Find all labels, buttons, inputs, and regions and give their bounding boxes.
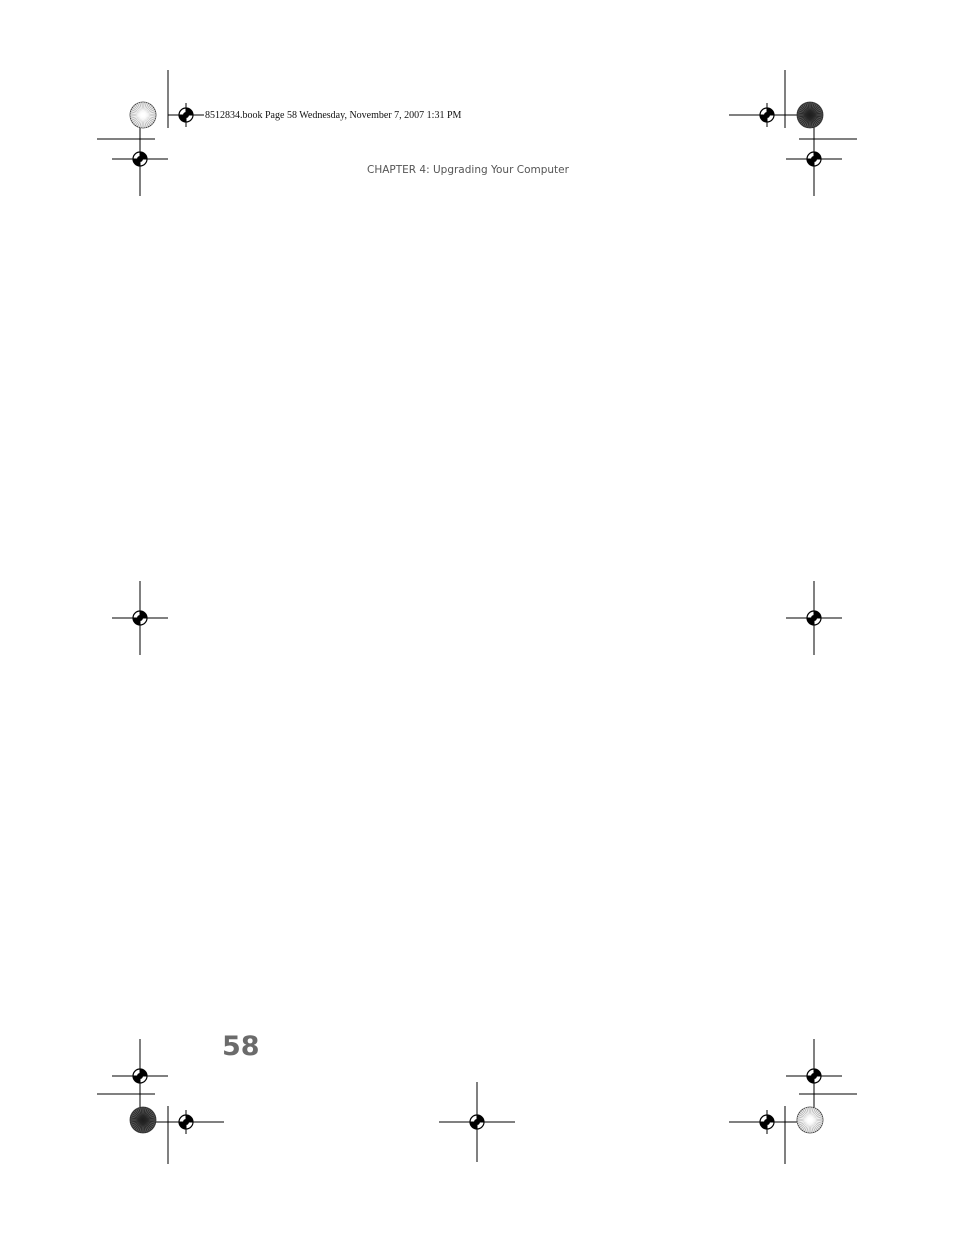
registration-target	[729, 1110, 805, 1134]
color-wheel	[130, 102, 156, 128]
registration-target	[729, 103, 805, 127]
color-wheel	[797, 102, 823, 128]
registration-target	[168, 103, 204, 127]
color-wheel	[130, 1107, 156, 1133]
page-number: 58	[222, 1031, 260, 1062]
registration-target	[112, 1039, 168, 1113]
registration-target	[148, 1110, 224, 1134]
running-head: CHAPTER 4: Upgrading Your Computer	[367, 164, 569, 176]
registration-target	[786, 122, 842, 196]
registration-target	[786, 1039, 842, 1113]
color-wheel	[797, 1107, 823, 1133]
print-slug-line: 8512834.book Page 58 Wednesday, November 7, 2007 1:31 PM	[205, 110, 462, 121]
registration-target	[786, 581, 842, 655]
registration-target	[112, 581, 168, 655]
registration-target	[439, 1082, 515, 1162]
registration-target	[112, 122, 168, 196]
